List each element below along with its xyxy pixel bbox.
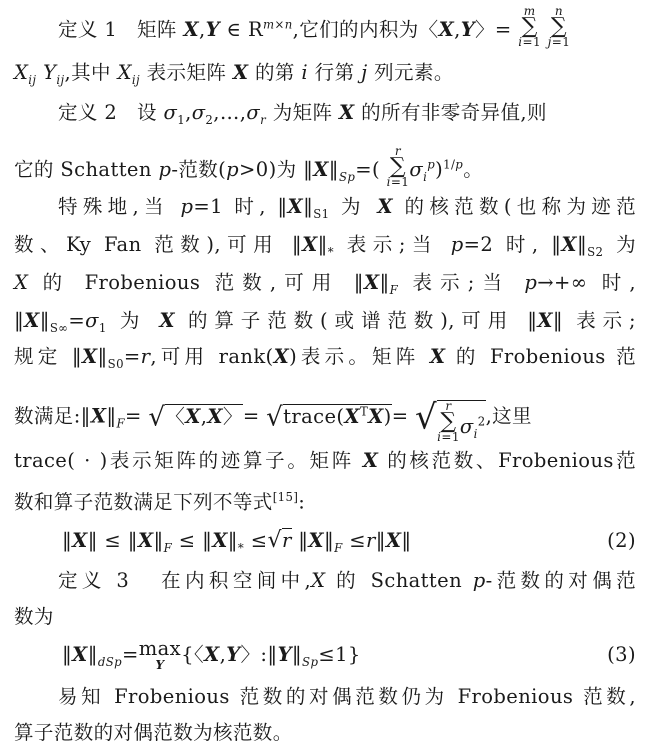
definition-3-label: 定义 3	[58, 569, 130, 592]
citation-ref: [15]	[272, 490, 299, 504]
equation-2: ‖X‖ ≤ $‖X‖_F$ ≤ $‖X‖_* \le√r$ $‖X‖_F$ ≤r‖X‖ (2)	[62, 528, 636, 555]
special-cases-line-4: $‖X‖_{S\infty}=\sigma_1$ 为 X 的算子范数(或谱范数),可用 ‖X‖ 表示;	[14, 309, 636, 335]
special-cases-line-5: 规定 $‖X‖_{S0}=r$,可用 rank(X)表示。矩阵 X 的 Frobenious 范	[14, 345, 636, 371]
closing-line-1: 易知 Frobenious 范数的对偶范数仍为 Frobenious 范数,	[58, 685, 636, 708]
equation-2-number: (2)	[607, 529, 636, 552]
trace-line: trace( · )表示矩阵的迹算子。矩阵 X 的核范数、Frobenious范	[14, 449, 636, 472]
definition-3-line-2: 数为	[14, 605, 54, 628]
inequality-intro: 数和算子范数满足下列不等式[15]:	[14, 490, 306, 514]
special-cases-line-1: 特殊地,当 p=1 时, $‖X‖_{S1}$ 为 X 的核范数(也称为迹范	[58, 195, 637, 221]
definition-2-line-2: 它的 Schatten p-范数(p>0)为 $‖X‖_{Sp}=$( r ∑ $i=1\sigma_i^p)^{1/p}$。	[14, 144, 484, 189]
equation-3-number: (3)	[607, 643, 636, 666]
equation-3: $‖X‖_{dSp}=\max$ Y {〈X,Y〉$:‖Y‖_{Sp}\le 1$} (3)	[62, 637, 636, 672]
definition-1-label: 定义 1	[58, 18, 118, 41]
definition-2-line-1: 定义 2 设 $\sigma_1,\sigma_2,\dots,\sigma_r$ 为矩阵 X 的所有非零奇异值,则	[58, 101, 547, 127]
closing-line-2: 算子范数的对偶范数为核范数。	[14, 721, 293, 744]
special-cases-line-2: 数、Ky Fan 范数),可用 $‖X‖_*$ 表示;当 p=2 时, $‖X‖_{S2}$ 为	[14, 233, 637, 259]
definition-2-label: 定义 2	[58, 101, 118, 124]
definition-3-line-1: 定义 3 在内积空间中,X 的 Schatten p-范数的对偶范	[58, 569, 637, 592]
definition-1-line-2: $X_{ij}$ $Y_{ij}$,其中 $X_{ij}$ 表示矩阵 X 的第 i 行第 j 列元素。	[14, 61, 454, 87]
definition-1-line-1: 定义 1 矩阵 X,Y ∈ $R^{m\times n}$,它们的内积为〈X,Y〉= m ∑ i=1 n ∑ j=1	[58, 4, 571, 49]
special-cases-line-3: X 的 Frobenious 范数,可用 $‖X‖_F$ 表示;当 p→+∞ 时,	[14, 271, 636, 297]
frobenius-line: 数满足$:‖X‖_F=$ √〈X,X〉= $√trace(X^TX)=$ √ r ∑ $i=1\sigma_i^2$,这里	[14, 397, 532, 444]
